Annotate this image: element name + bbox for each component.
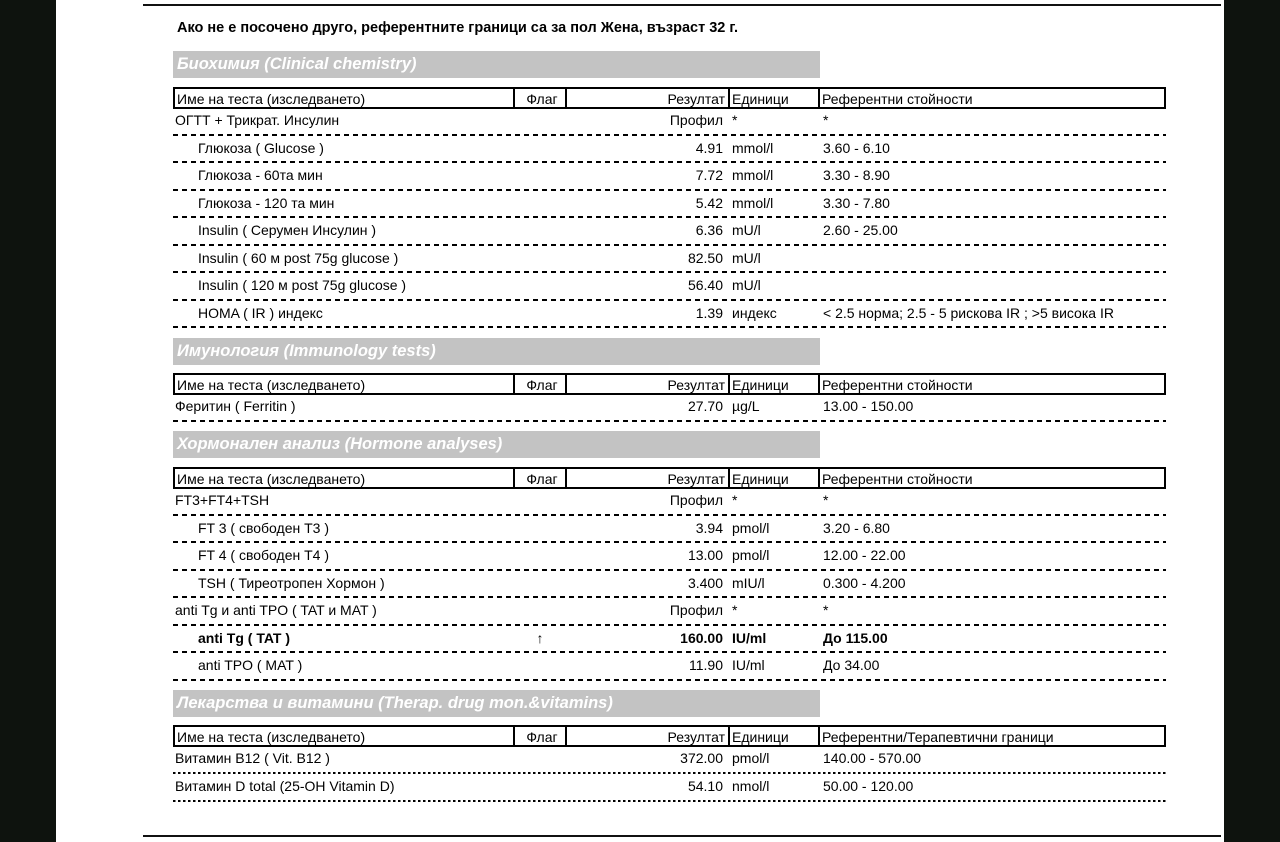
test-name: Витамин B12 ( Vit. B12 ) bbox=[175, 750, 330, 766]
test-units: mU/l bbox=[732, 249, 761, 266]
table-row bbox=[173, 273, 1166, 301]
section-title-vitamins: Лекарства и витамини (Therap. drug mon.&vitamins) bbox=[173, 690, 820, 717]
test-name: FT3+FT4+TSH bbox=[175, 492, 270, 508]
test-units: * bbox=[732, 602, 738, 618]
col-name: Име на теста (изследването) bbox=[177, 471, 366, 487]
col-reference: Референтни стойности bbox=[822, 471, 973, 487]
table-row bbox=[173, 301, 1166, 329]
test-name: Глюкоза - 60та мин bbox=[198, 167, 323, 183]
test-result: Профил bbox=[669, 492, 723, 508]
table-row bbox=[173, 516, 1166, 544]
test-result: 160.00 bbox=[680, 629, 723, 646]
test-reference: До 115.00 bbox=[823, 629, 888, 646]
test-name: anti TPO ( MAT ) bbox=[198, 657, 303, 673]
test-reference: До 34.00 bbox=[823, 657, 880, 673]
test-units: IU/ml bbox=[732, 657, 765, 673]
col-flag: Флаг bbox=[526, 471, 558, 487]
test-name: Витамин D total (25-OH Vitamin D) bbox=[175, 778, 395, 794]
test-result: 5.42 bbox=[695, 194, 723, 211]
bottom-rule bbox=[143, 835, 1221, 837]
test-name: ОГТТ + Трикрат. Инсулин bbox=[175, 112, 340, 128]
test-name: anti Tg и anti TPO ( TAT и MAT ) bbox=[175, 602, 377, 618]
test-name: Insulin ( 60 м post 75g glucose ) bbox=[198, 249, 399, 266]
col-flag: Флаг bbox=[526, 377, 558, 393]
table-header bbox=[173, 373, 1166, 395]
test-units: pmol/l bbox=[732, 547, 770, 563]
test-reference: 3.30 - 7.80 bbox=[823, 194, 890, 211]
arrow-up-icon: ↑ bbox=[536, 629, 544, 646]
col-units: Единици bbox=[732, 377, 789, 393]
table-row bbox=[173, 598, 1166, 626]
table-row bbox=[173, 163, 1166, 191]
test-units: nmol/l bbox=[732, 778, 770, 794]
table-row bbox=[173, 653, 1166, 681]
test-result: 372.00 bbox=[680, 750, 723, 766]
col-units: Единици bbox=[732, 91, 789, 107]
test-units: mmol/l bbox=[732, 194, 774, 211]
test-name: FT 4 ( свободен T4 ) bbox=[198, 547, 329, 563]
table-row bbox=[173, 571, 1166, 599]
col-name: Име на теста (изследването) bbox=[177, 91, 366, 107]
test-result: 3.400 bbox=[687, 574, 723, 591]
test-result: 4.91 bbox=[695, 139, 723, 156]
test-reference: * bbox=[823, 602, 829, 618]
table-row bbox=[173, 543, 1166, 571]
test-units: mmol/l bbox=[732, 139, 774, 156]
test-reference: 12.00 - 22.00 bbox=[823, 547, 906, 563]
test-reference: 50.00 - 120.00 bbox=[823, 778, 914, 794]
test-units: * bbox=[732, 492, 738, 508]
test-name: Глюкоза ( Glucose ) bbox=[198, 139, 324, 156]
reference-note: Ако не е посочено друго, референтните граници са за пол Жена, възраст 32 г. bbox=[177, 20, 738, 36]
test-units: µg/L bbox=[732, 398, 760, 414]
table-row bbox=[173, 108, 1166, 136]
test-units: IU/ml bbox=[732, 629, 767, 646]
test-reference: 3.20 - 6.80 bbox=[823, 519, 890, 536]
test-result: 6.36 bbox=[695, 222, 723, 238]
table-row-flagged bbox=[173, 626, 1166, 654]
table-row bbox=[173, 746, 1166, 774]
col-units: Единици bbox=[732, 729, 789, 745]
col-units: Единици bbox=[732, 471, 789, 487]
section-title-biochemistry: Биохимия (Clinical chemistry) bbox=[173, 51, 820, 78]
test-result: 54.10 bbox=[687, 778, 723, 794]
lab-report-page bbox=[56, 0, 1224, 842]
test-result: Профил bbox=[669, 112, 723, 128]
top-rule bbox=[143, 4, 1221, 6]
table-row bbox=[173, 218, 1166, 246]
table-row bbox=[173, 488, 1166, 516]
test-name: FT 3 ( свободен T3 ) bbox=[198, 519, 329, 536]
test-reference: 3.30 - 8.90 bbox=[823, 167, 890, 183]
test-name: TSH ( Тиреотропен Хормон ) bbox=[198, 574, 385, 591]
test-name: HOMA ( IR ) индекс bbox=[198, 304, 323, 321]
test-name: Феритин ( Ferritin ) bbox=[175, 398, 296, 414]
table-header bbox=[173, 87, 1166, 109]
test-result: 56.40 bbox=[687, 277, 723, 293]
col-result: Резултат bbox=[667, 91, 725, 107]
table-header bbox=[173, 725, 1166, 747]
test-reference: * bbox=[823, 492, 829, 508]
test-result: 82.50 bbox=[687, 249, 723, 266]
test-units: * bbox=[732, 112, 738, 128]
col-flag: Флаг bbox=[526, 729, 558, 745]
test-units: индекс bbox=[732, 304, 777, 321]
table-row bbox=[173, 191, 1166, 219]
col-reference: Референтни стойности bbox=[822, 377, 973, 393]
col-result: Резултат bbox=[667, 729, 725, 745]
col-result: Резултат bbox=[667, 377, 725, 393]
test-result: 11.90 bbox=[689, 657, 723, 673]
test-reference: * bbox=[823, 112, 829, 128]
col-result: Резултат bbox=[667, 471, 725, 487]
test-name: Insulin ( 120 м post 75g glucose ) bbox=[198, 277, 407, 293]
test-reference: 3.60 - 6.10 bbox=[823, 139, 890, 156]
test-units: mU/l bbox=[732, 277, 761, 293]
test-units: pmol/l bbox=[732, 519, 770, 536]
test-result: 27.70 bbox=[687, 398, 723, 414]
test-units: pmol/l bbox=[732, 750, 770, 766]
test-units: mU/l bbox=[732, 222, 761, 238]
test-result: 3.94 bbox=[695, 519, 723, 536]
test-reference: 2.60 - 25.00 bbox=[823, 222, 898, 238]
section-title-immunology: Имунология (Immunology tests) bbox=[173, 338, 820, 365]
test-units: mmol/l bbox=[732, 167, 774, 183]
test-result: 1.39 bbox=[695, 304, 723, 321]
test-result: Профил bbox=[669, 602, 723, 618]
col-flag: Флаг bbox=[526, 91, 558, 107]
table-row bbox=[173, 394, 1166, 422]
col-name: Име на теста (изследването) bbox=[177, 377, 366, 393]
test-reference: < 2.5 норма; 2.5 - 5 рискова IR ; >5 висока IR bbox=[823, 304, 1114, 321]
col-reference: Референтни стойности bbox=[822, 91, 973, 107]
test-name: anti Tg ( TAT ) bbox=[198, 629, 291, 646]
section-title-hormones: Хормонален анализ (Hormone analyses) bbox=[173, 431, 820, 458]
table-row bbox=[173, 136, 1166, 164]
test-name: Insulin ( Серумен Инсулин ) bbox=[198, 222, 377, 238]
col-reference-therapeutic: Референтни/Терапевтични граници bbox=[822, 729, 1054, 745]
test-result: 7.72 bbox=[695, 167, 723, 183]
test-name: Глюкоза - 120 та мин bbox=[198, 194, 335, 211]
table-row bbox=[173, 246, 1166, 274]
table-row bbox=[173, 774, 1166, 802]
test-reference: 140.00 - 570.00 bbox=[823, 750, 922, 766]
test-result: 13.00 bbox=[687, 547, 723, 563]
test-units: mIU/l bbox=[732, 574, 765, 591]
table-header bbox=[173, 467, 1166, 489]
test-reference: 0.300 - 4.200 bbox=[823, 574, 906, 591]
test-reference: 13.00 - 150.00 bbox=[823, 398, 914, 414]
col-name: Име на теста (изследването) bbox=[177, 729, 366, 745]
